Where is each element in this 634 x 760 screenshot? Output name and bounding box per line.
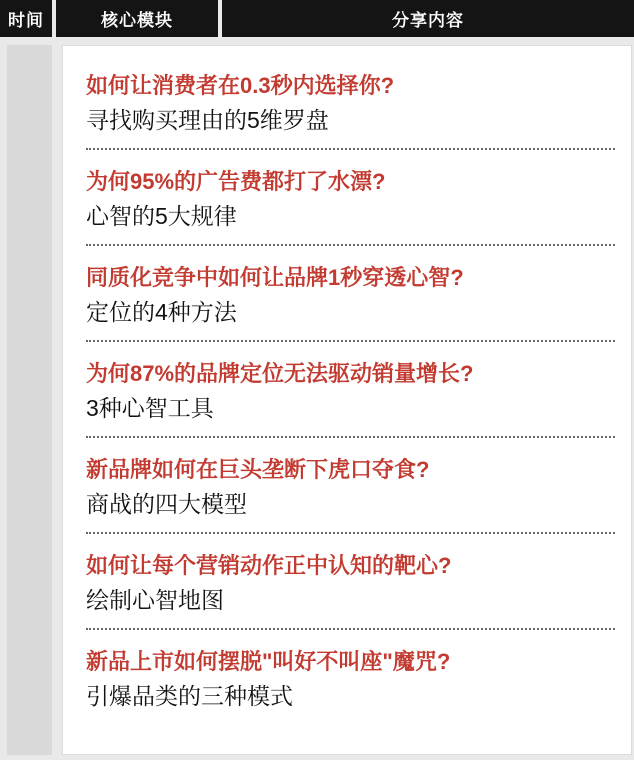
agenda-item	[86, 360, 615, 438]
agenda-item	[86, 552, 615, 630]
table-header-row	[0, 0, 634, 37]
agenda-item-question: 同质化竞争中如何让品牌1秒穿透心智?	[86, 265, 464, 290]
agenda-item-answer: 心智的5大规律	[86, 203, 237, 229]
agenda-item-question: 为何95%的广告费都打了水漂?	[86, 169, 386, 194]
table-body-row	[0, 45, 634, 760]
agenda-item-answer: 3种心智工具	[86, 395, 214, 421]
agenda-item-question: 新品牌如何在巨头垄断下虎口夺食?	[86, 457, 430, 482]
agenda-item-answer: 寻找购买理由的5维罗盘	[86, 107, 329, 133]
agenda-item-answer: 绘制心智地图	[86, 587, 224, 613]
header-cell-core-module: 核心模块	[56, 0, 218, 37]
agenda-item	[86, 72, 615, 150]
agenda-item-question: 如何让消费者在0.3秒内选择你?	[86, 73, 395, 98]
agenda-item-answer: 定位的4种方法	[86, 299, 237, 325]
agenda-item	[86, 264, 615, 342]
agenda-item	[86, 168, 615, 246]
agenda-item-question: 如何让每个营销动作正中认知的靶心?	[86, 553, 452, 578]
header-cell-time: 时间	[0, 0, 52, 37]
header-cell-share-content: 分享内容	[222, 0, 634, 37]
agenda-item	[86, 456, 615, 534]
agenda-item-question: 为何87%的品牌定位无法驱动销量增长?	[86, 361, 474, 386]
share-content-panel	[62, 45, 632, 755]
time-column-strip	[7, 45, 52, 755]
agenda-item-question: 新品上市如何摆脱"叫好不叫座"魔咒?	[86, 649, 451, 674]
agenda-item	[86, 648, 615, 724]
agenda-item-answer: 商战的四大模型	[86, 491, 247, 517]
agenda-item-answer: 引爆品类的三种模式	[86, 683, 293, 709]
